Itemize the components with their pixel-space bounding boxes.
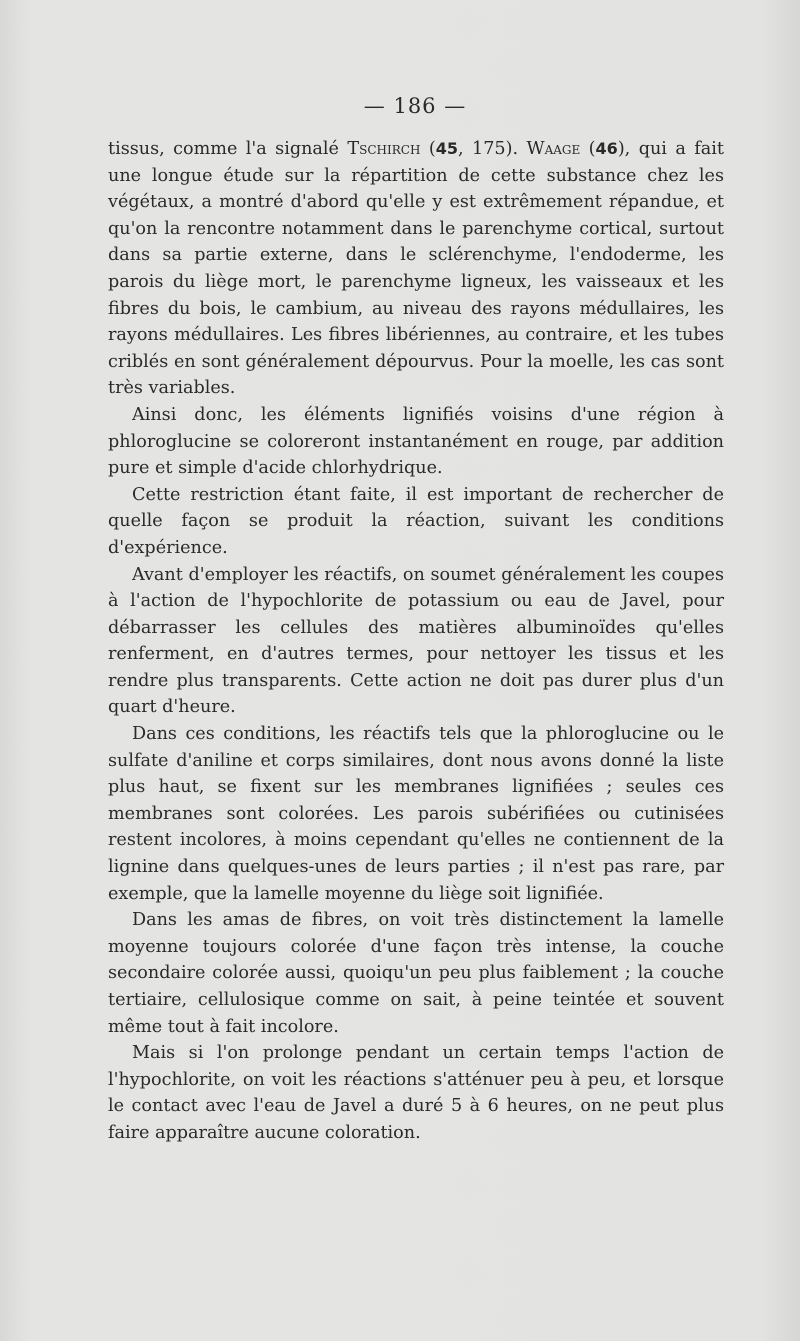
reference-45: 45 <box>435 139 458 158</box>
author-tschirch: Tschirch <box>347 139 421 159</box>
paragraph-4: Avant d'employer les réactifs, on soumet généralement les coupes à l'action de l'hypochlorite de potassium ou eau de Javel, pour débarrasser les cellules des matières albuminoïdes qu'elles renferment, en d'autres termes, pour nettoyer les tissus et les rendre plus transparents. Cette action ne doit pas durer plus d'un quart d'heure. <box>108 564 724 718</box>
reference-46: 46 <box>595 139 618 158</box>
paragraph-1: tissus, comme l'a signalé Tschirch (45, 175). Waage (46), qui a fait une longue étude sur la répartition de cette substance chez les végétaux, a montré d'abord qu'elle y est extrêmement répandue, et qu'on la rencontre notamment dans le parenchyme cortical, surtout dans sa partie externe, dans le sclérenchyme, l'endoderme, les parois du liège mort, le parenchyme ligneux, les vaisseaux et les fibres du bois, le cambium, au niveau des rayons médullaires, les rayons médullaires. Les fibres libériennes, au contraire, et les tubes criblés en sont généralement dépourvus. Pour la moelle, les cas sont très variables. <box>108 139 724 399</box>
page-number: — 186 — <box>363 94 467 118</box>
body-text <box>108 136 724 1147</box>
paragraph-5: Dans ces conditions, les réactifs tels que la phloroglucine ou le sulfate d'aniline et corps similaires, dont nous avons donné la liste plus haut, se fixent sur les membranes lignifiées ; seules ces membranes sont colorées. Les parois subérifiées ou cutinisées restent incolores, à moins cependant qu'elles ne contiennent de la lignine dans quelques-unes de leurs parties ; il n'est pas rare, par exemple, que la lamelle moyenne du liège soit lignifiée. <box>108 724 724 904</box>
paragraph-2: Ainsi donc, les éléments lignifiés voisins d'une région à phloroglucine se coloreront instantanément en rouge, par addition pure et simple d'acide chlorhydrique. <box>108 404 724 479</box>
paragraph-3: Cette restriction étant faite, il est important de rechercher de quelle façon se produit la réaction, suivant les conditions d'expérience. <box>108 484 724 558</box>
author-waage: Waage <box>526 139 581 159</box>
paragraph-6: Dans les amas de fibres, on voit très distinctement la lamelle moyenne toujours colorée d'une façon très intense, la couche secondaire colorée aussi, quoiqu'un peu plus faiblement ; la couche tertiaire, cellulosique comme on sait, à peine teintée et souvent même tout à fait incolore. <box>108 910 724 1037</box>
paragraph-7: Mais si l'on prolonge pendant un certain temps l'action de l'hypochlorite, on voit les réactions s'atténuer peu à peu, et lorsque le contact avec l'eau de Javel a duré 5 à 6 heures, on ne peut plus faire apparaître aucune coloration. <box>108 1043 724 1143</box>
